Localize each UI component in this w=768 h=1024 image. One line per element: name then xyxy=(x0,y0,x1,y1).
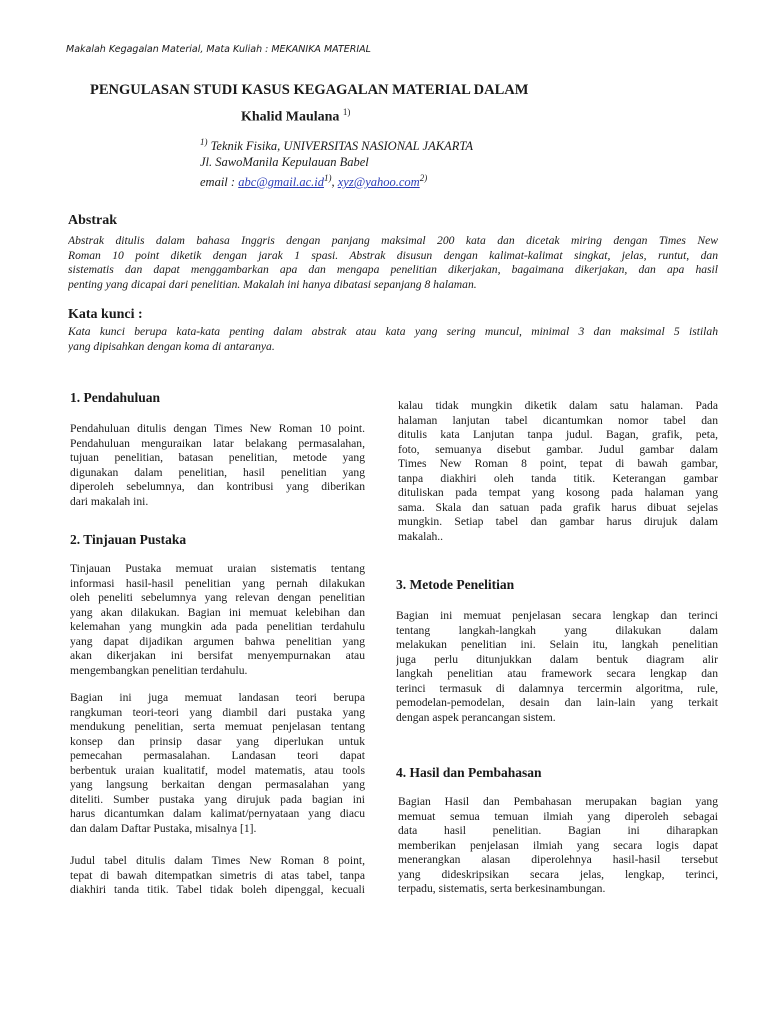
text-line: akan dikerjakan ini bersifat menyempurnakan atau xyxy=(70,649,365,662)
abstract-text xyxy=(68,234,718,292)
text-line: Bagian ini memuat penjelasan secara lengkap dan terinci xyxy=(396,609,718,622)
section-2-paragraph-2 xyxy=(70,691,365,836)
text-line: Bagian Hasil dan Pembahasan merupakan bagian yang xyxy=(398,795,718,808)
text-line: yang akan dilakukan. Bagian ini memuat kelebihan dan xyxy=(70,605,365,619)
section-4-text xyxy=(398,795,718,897)
text-line: terpadu, sistematis, serta berkesinambungan. xyxy=(398,882,606,895)
author-name: Khalid Maulana xyxy=(241,109,340,125)
text-line: diperoleh sebelumnya, dan kontribusi yang diberikan xyxy=(70,480,365,493)
keywords-heading: Kata kunci : xyxy=(68,307,143,322)
text-line: foto, semuanya disebut gambar. Judul gambar dalam xyxy=(398,442,718,456)
text-line: oleh peneliti sebelumnya yang relevan dengan penelitian xyxy=(70,591,365,604)
text-line: memberikan penjelasan ilmiah yang secara logis dapat xyxy=(398,838,718,852)
affiliation-sup: 1) xyxy=(200,137,208,147)
text-line: diteliti. Sumber pustaka yang dirujuk pada bagian ini xyxy=(70,792,365,806)
section-2-paragraph-3 xyxy=(70,854,365,898)
text-line: berbentuk uraian kualitatif, model matematis, atau tools xyxy=(70,763,365,777)
address-line: Jl. SawoManila Kepulauan Babel xyxy=(200,155,369,169)
text-line: tujuan penelitian, batasan penelitian, metode yang xyxy=(70,451,365,464)
text-line: informasi hasil-hasil penelitian yang pernah dilakukan xyxy=(70,576,365,590)
text-line: yang langsung berkaitan dengan permasalahan yang xyxy=(70,778,365,791)
paper-title: PENGULASAN STUDI KASUS KEGAGALAN MATERIAL DALAM xyxy=(90,82,529,98)
text-line: menerangkan alasan diperolehnya hasil-hasil tersebut xyxy=(398,853,718,866)
affiliation-line xyxy=(200,137,473,154)
text-line: langkah penelitian atau framework secara lengkap dan xyxy=(396,667,718,680)
section-3-heading: 3. Metode Penelitian xyxy=(396,577,515,592)
section-2-paragraph-3-cont xyxy=(398,399,718,544)
text-line: tentang langkah-langkah yang dilakukan dalam xyxy=(396,623,718,637)
email1-sup: 1) xyxy=(323,173,332,183)
text-line: Roman 10 point diketik dengan jarak 1 spasi. Abstrak disusun dengan kalimat-kalimat singkat, jelas, runtut, dan xyxy=(68,248,718,262)
keywords-text xyxy=(68,325,718,354)
text-line: melakukan penelitian ini. Selain itu, langkah penelitian xyxy=(396,638,718,651)
section-2-paragraph-1 xyxy=(70,562,365,678)
text-line: juga perlu ditunjukkan dalam bentuk diagram alir xyxy=(396,652,718,666)
text-line: penting yang dicapai dari penelitian. Makalah ini hanya dibatasi sepanjang 8 halaman. xyxy=(68,277,477,291)
text-line: mungkin. Setiap tabel dan gambar harus dirujuk dalam xyxy=(398,515,718,528)
text-line: Pendahuluan menguraikan latar belakang permasalahan, xyxy=(70,436,365,450)
text-line: harus dicantumkan dalam kalimat/pernyataan yang diacu xyxy=(70,807,365,820)
email2-sup: 2) xyxy=(419,173,428,183)
text-line: pemodelan-pemodelan, desain dan lain-lain yang terkait xyxy=(396,696,718,709)
abstract-heading: Abstrak xyxy=(68,213,118,228)
author xyxy=(241,107,350,126)
text-line: memuat semua temuan ilmiah yang diperoleh sebagai xyxy=(398,809,718,823)
text-line: Judul tabel ditulis dalam Times New Roman 8 point, xyxy=(70,854,365,867)
text-line: dan dalam Daftar Pustaka, misalnya [1]. xyxy=(70,821,257,835)
text-line: yang dipisahkan dengan koma di antaranya. xyxy=(68,339,275,353)
section-1-text xyxy=(70,422,365,509)
section-4-heading: 4. Hasil dan Pembahasan xyxy=(396,765,542,780)
text-line: terinci termasuk di dalamnya tercermin algoritma, rule, xyxy=(396,681,718,695)
text-line: digunakan dalam penelitian, hasil penelitian yang xyxy=(70,465,365,479)
text-line: diakhiri tanda titik. Tabel tidak boleh dipenggal, kecuali xyxy=(70,883,365,896)
text-line: Pendahuluan ditulis dengan Times New Roman 10 point. xyxy=(70,422,365,435)
section-2-heading: 2. Tinjauan Pustaka xyxy=(70,532,187,547)
text-line: dari makalah ini. xyxy=(70,494,149,508)
text-line: sistematis dan dapat menggambarkan apa dan mengapa penelitian dikerjakan, bagaimana dikerjakan, dan apa hasil xyxy=(68,263,718,276)
text-line: mengembangkan penelitian terdahulu. xyxy=(70,663,248,677)
running-header: Makalah Kegagalan Material, Mata Kuliah : MEKANIKA MATERIAL xyxy=(66,44,371,55)
text-line: Abstrak ditulis dalam bahasa Inggris dengan panjang maksimal 200 kata dan dicetak miring dengan Times New xyxy=(68,234,718,247)
text-line: konsep dan prinsip dasar yang diperlukan untuk xyxy=(70,734,365,748)
email-label: email : xyxy=(200,175,239,190)
text-line: pemecahan permasalahan. Landasan teori dapat xyxy=(70,749,365,762)
text-line: makalah.. xyxy=(398,529,444,543)
text-line: data hasil penelitian. Bagian ini diharapkan xyxy=(398,824,718,837)
text-line: Bagian ini juga memuat landasan teori berupa xyxy=(70,691,365,704)
section-3-text xyxy=(396,609,718,725)
text-line: kalau tidak mungkin diketik dalam satu halaman. Pada xyxy=(398,399,718,412)
text-line: dengan aspek perancangan sistem. xyxy=(396,710,556,724)
text-line: Kata kunci berupa kata-kata penting dalam abstrak atau kata yang sering muncul, minimal 3 dan maksimal 5 istilah xyxy=(68,325,718,338)
email-link-1[interactable]: abc@gmail.ac.id xyxy=(238,175,324,190)
text-line: tepat di bawah ditempatkan simetris di atas tabel, tanpa xyxy=(70,868,365,882)
affiliation-text: Teknik Fisika, UNIVERSITAS NASIONAL JAKARTA xyxy=(210,139,473,154)
author-sup: 1) xyxy=(342,107,351,117)
email-line xyxy=(200,173,427,190)
text-line: Tinjauan Pustaka memuat uraian sistematis tentang xyxy=(70,562,365,575)
email-link-2[interactable]: xyz@yahoo.com xyxy=(337,175,420,190)
text-line: sama. Skala dan satuan pada grafik harus dibuat sejelas xyxy=(398,500,718,514)
section-1-heading: 1. Pendahuluan xyxy=(70,390,161,405)
text-line: Times New Roman 8 point, tepat di bawah gambar, xyxy=(398,457,718,470)
text-line: tanpa diakhiri oleh tanda titik. Keterangan gambar xyxy=(398,471,718,485)
email-separator: , xyxy=(331,175,338,190)
text-line: yang dapat dijadikan argumen bahwa penelitian yang xyxy=(70,634,365,648)
text-line: dituliskan pada tempat yang kosong pada halaman yang xyxy=(398,486,718,499)
text-line: rangkuman teori-teori yang diambil dari pustaka yang xyxy=(70,705,365,719)
text-line: halaman lanjutan tabel dicantumkan nomor tabel dan xyxy=(398,413,718,427)
text-line: ditulis kata Lanjutan tanpa judul. Bagan, grafik, peta, xyxy=(398,428,718,441)
text-line: yang dideskripsikan secara jelas, lengkap, terinci, xyxy=(398,867,718,881)
text-line: kelemahan yang mungkin ada pada penelitian terdahulu xyxy=(70,620,365,633)
text-line: mendukung penelitian, serta memuat penjelasan tentang xyxy=(70,720,365,733)
